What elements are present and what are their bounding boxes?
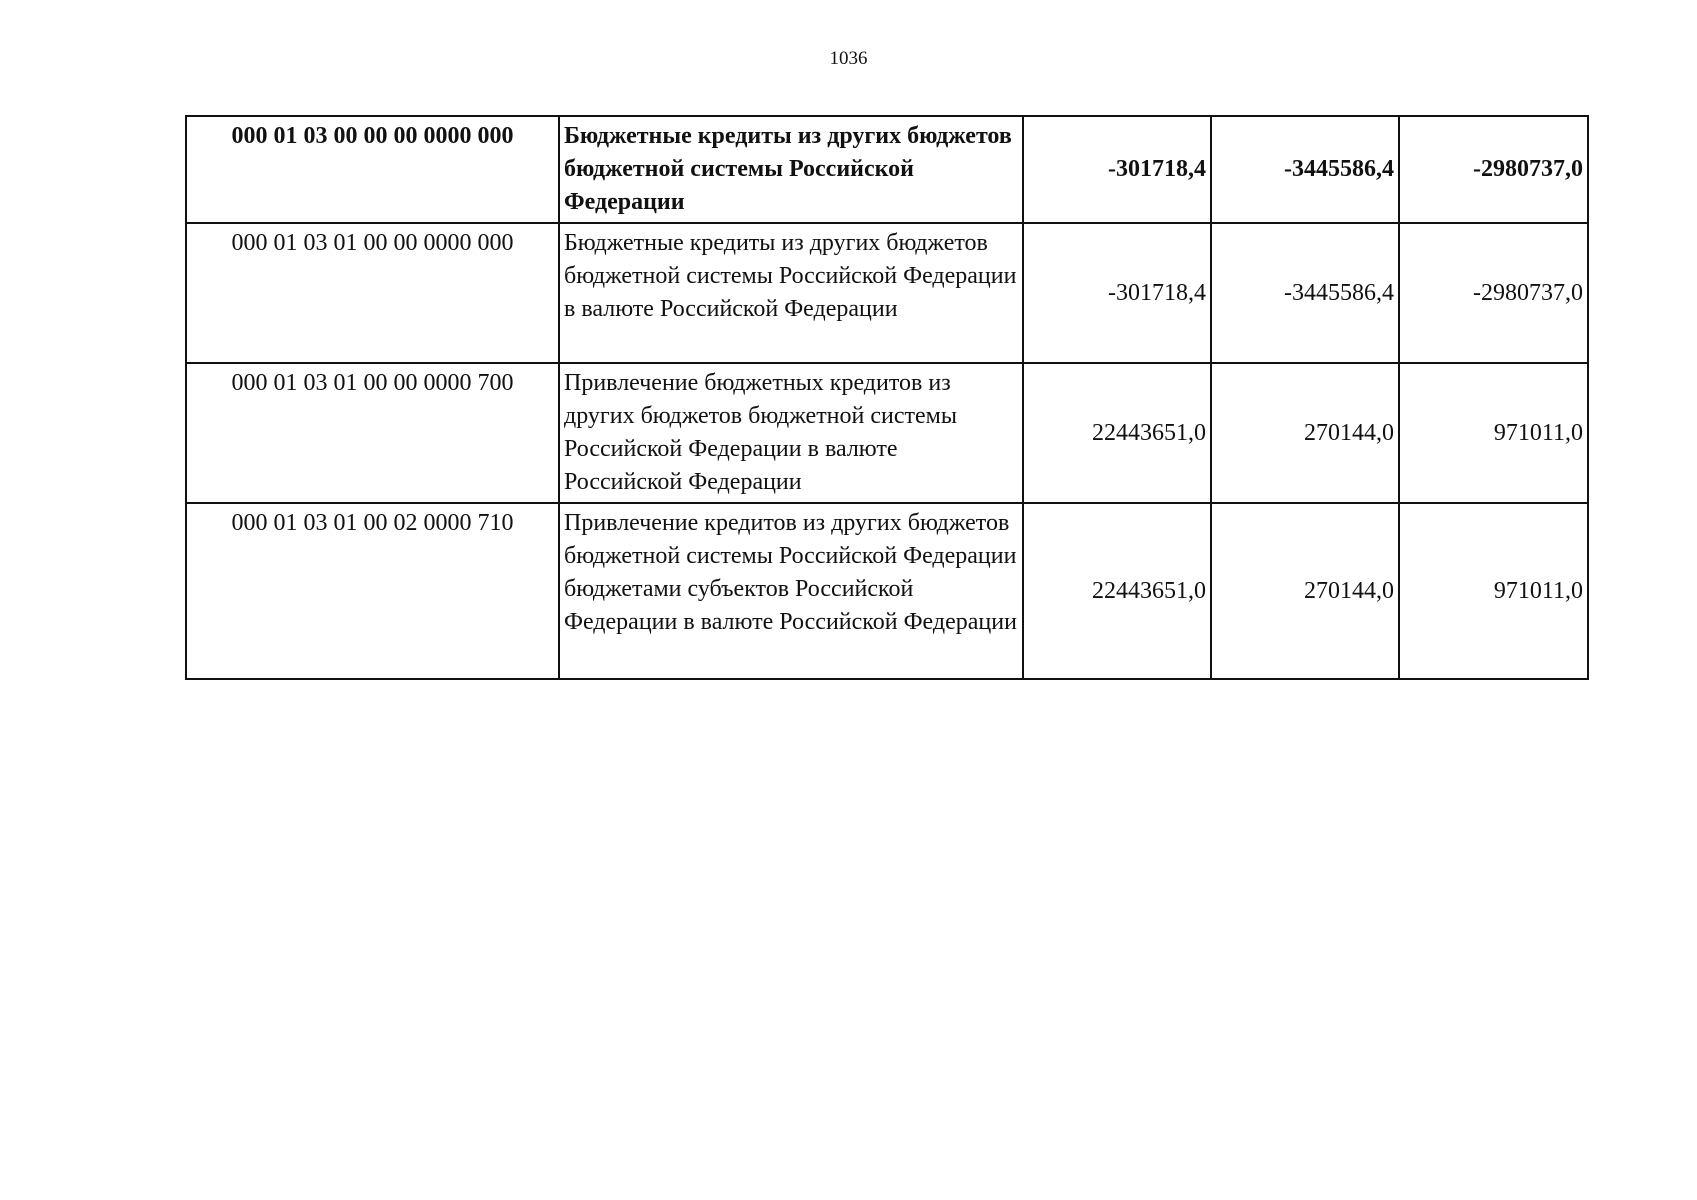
value-cell-2: 270144,0 xyxy=(1211,503,1399,679)
value-cell-3: 971011,0 xyxy=(1399,503,1588,679)
budget-code-cell: 000 01 03 01 00 00 0000 000 xyxy=(186,223,559,363)
value-cell-1: 22443651,0 xyxy=(1023,503,1211,679)
budget-code-cell: 000 01 03 00 00 00 0000 000 xyxy=(186,116,559,223)
table-row xyxy=(186,363,1588,503)
value-cell-2: 270144,0 xyxy=(1211,363,1399,503)
value-cell-1: -301718,4 xyxy=(1023,116,1211,223)
value-cell-3: 971011,0 xyxy=(1399,363,1588,503)
value-cell-2: -3445586,4 xyxy=(1211,223,1399,363)
budget-name-cell: Бюджетные кредиты из других бюджетов бюджетной системы Российской Федерации xyxy=(559,116,1023,223)
budget-name-cell: Привлечение кредитов из других бюджетов бюджетной системы Российской Федерации бюджетами субъектов Российской Федерации в валюте Российской Федерации xyxy=(559,503,1023,679)
budget-name-cell: Бюджетные кредиты из других бюджетов бюджетной системы Российской Федерации в валюте Российской Федерации xyxy=(559,223,1023,363)
budget-code-cell: 000 01 03 01 00 02 0000 710 xyxy=(186,503,559,679)
budget-code-cell: 000 01 03 01 00 00 0000 700 xyxy=(186,363,559,503)
table-row xyxy=(186,223,1588,363)
budget-table xyxy=(185,115,1589,680)
value-cell-3: -2980737,0 xyxy=(1399,116,1588,223)
value-cell-1: -301718,4 xyxy=(1023,223,1211,363)
value-cell-1: 22443651,0 xyxy=(1023,363,1211,503)
page-number: 1036 xyxy=(829,48,868,69)
value-cell-3: -2980737,0 xyxy=(1399,223,1588,363)
budget-name-cell: Привлечение бюджетных кредитов из других бюджетов бюджетной системы Российской Федерации в валюте Российской Федерации xyxy=(559,363,1023,503)
table-row xyxy=(186,503,1588,679)
table-row xyxy=(186,116,1588,223)
value-cell-2: -3445586,4 xyxy=(1211,116,1399,223)
